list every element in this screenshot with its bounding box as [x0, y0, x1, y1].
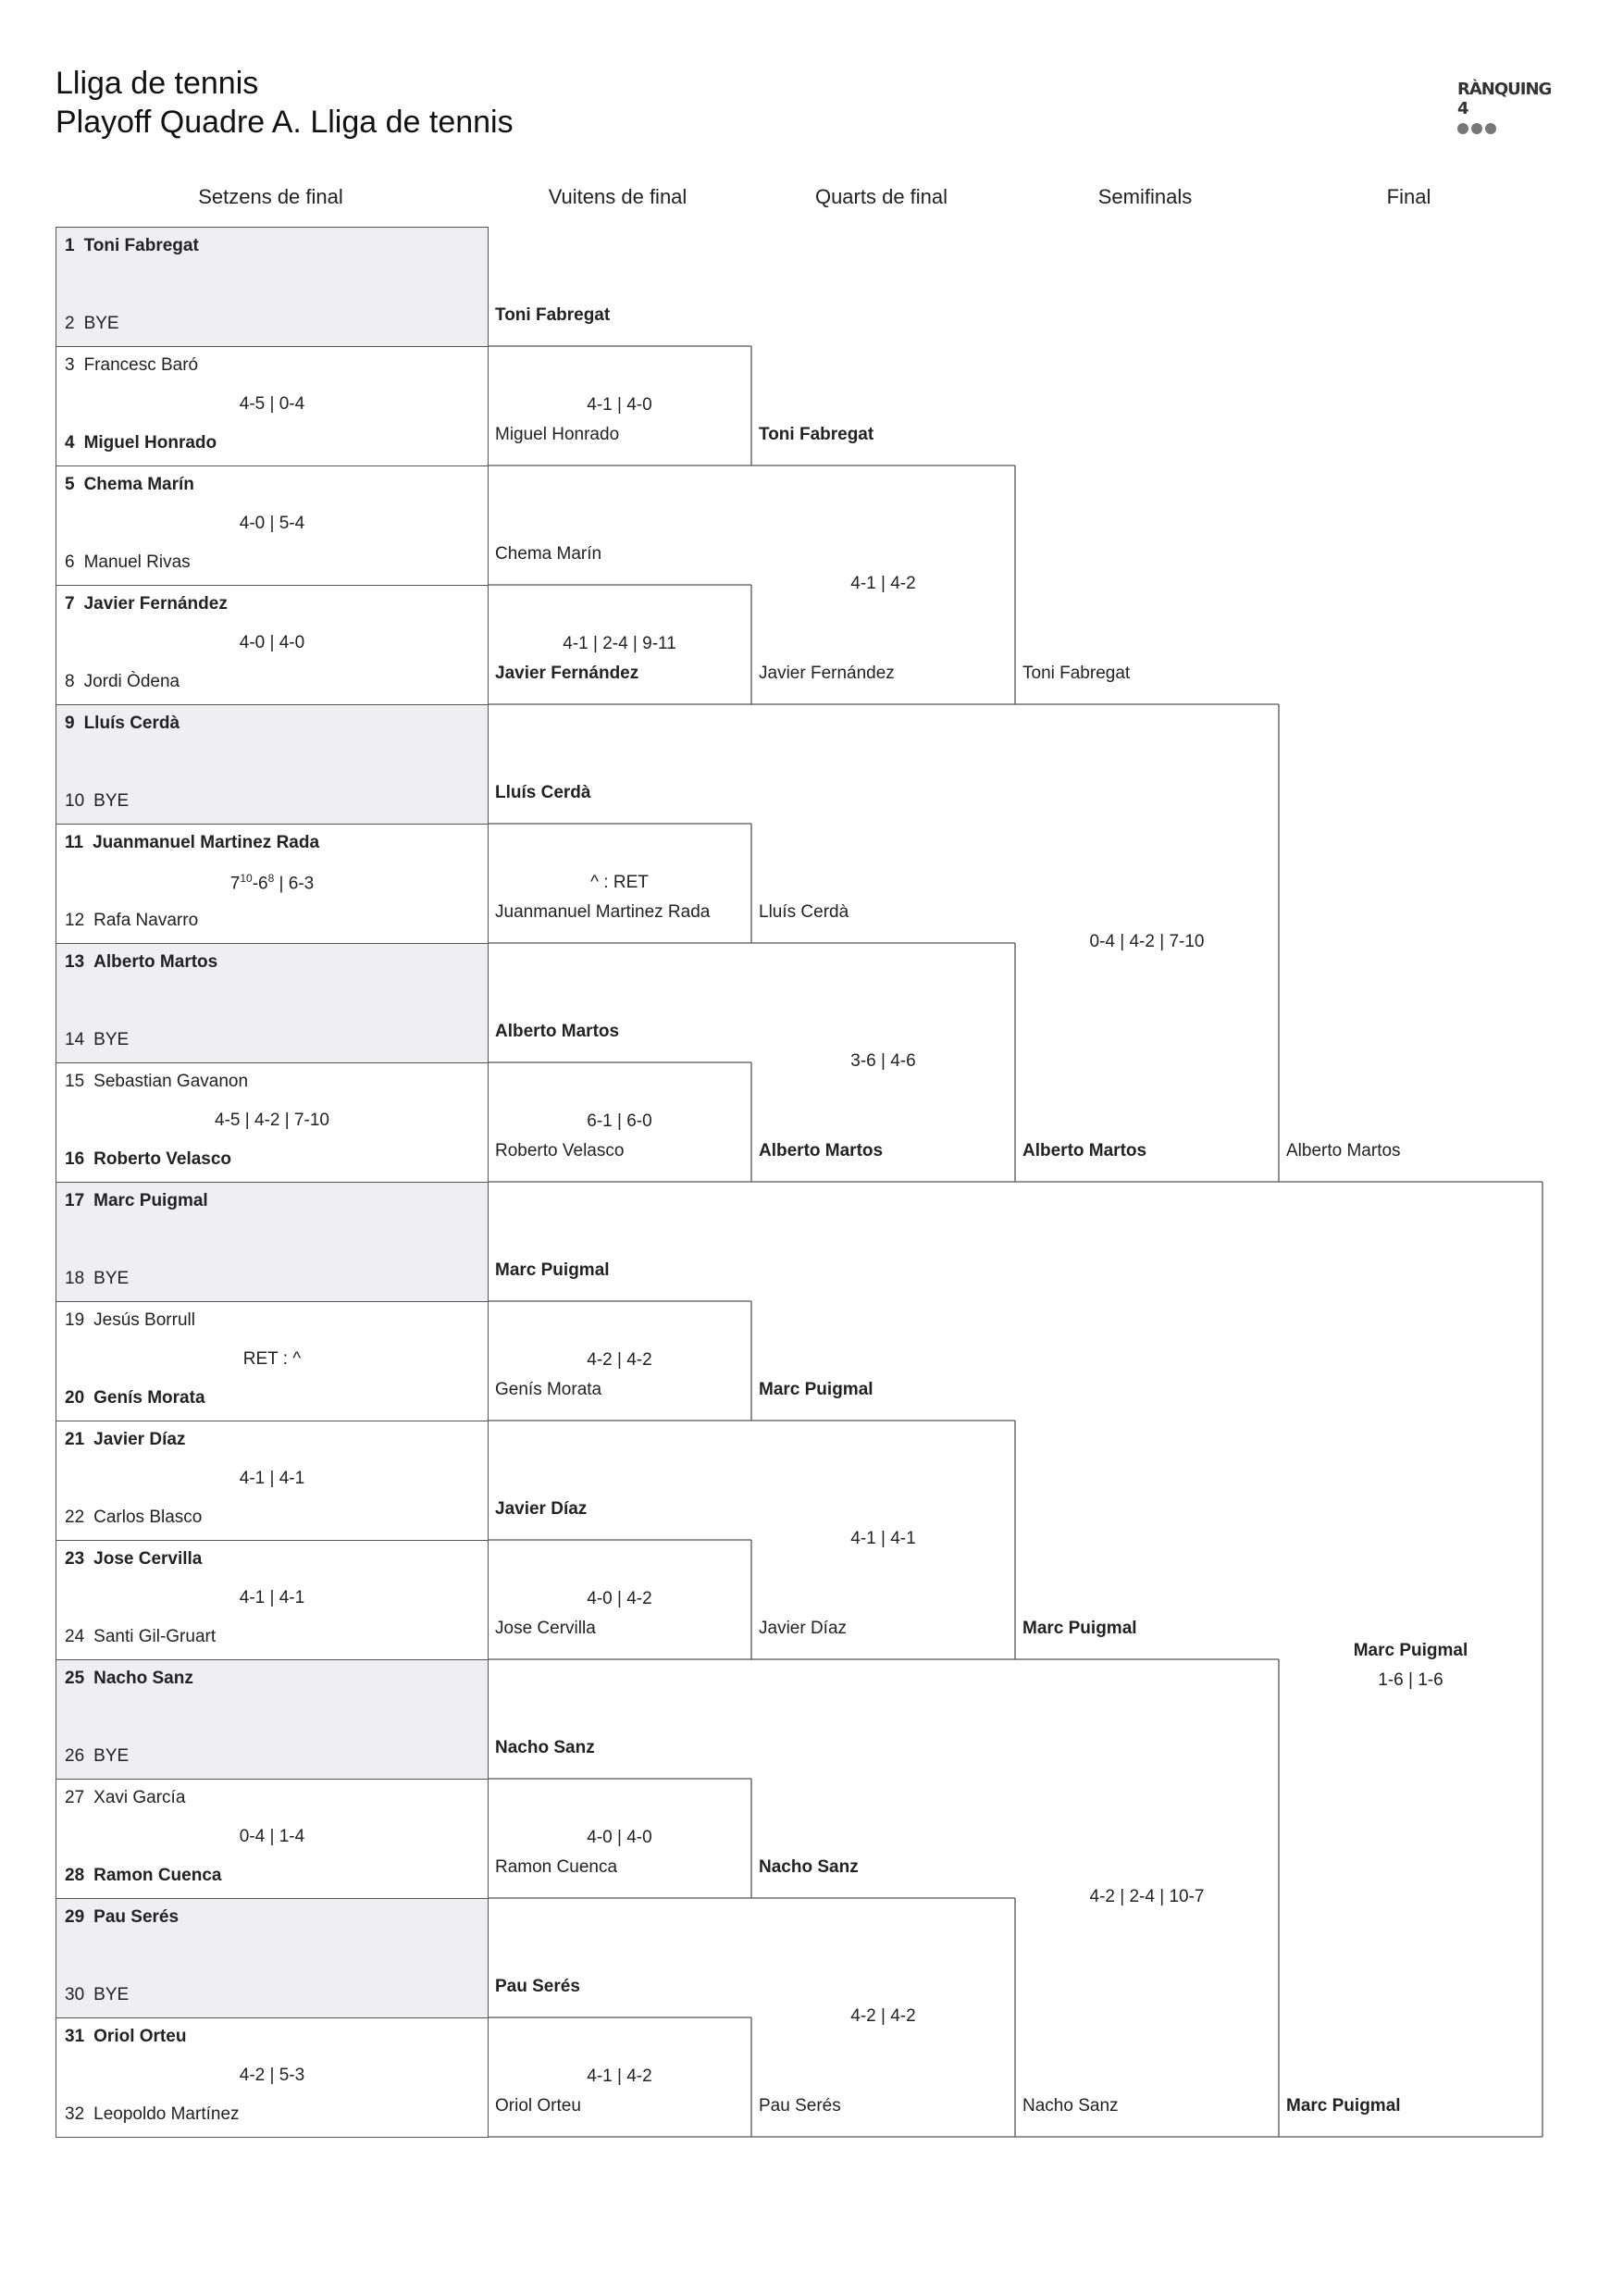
seed-number: 25	[65, 1669, 85, 1688]
player-name: BYE	[93, 1985, 130, 2004]
player-name: Lluís Cerdà	[83, 714, 180, 733]
player-name: Alberto Martos	[1022, 1141, 1147, 1160]
round-header-final: Final	[1386, 185, 1431, 208]
player-name: Pau Serés	[495, 1977, 580, 1996]
match-score: 4-2 | 4-2	[587, 1349, 652, 1370]
round-header-semis: Semifinals	[1097, 185, 1193, 208]
match-score: 4-1 | 4-2	[850, 574, 916, 593]
round-header-vuitens: Vuitens de final	[548, 185, 688, 208]
player-name: Genís Morata	[93, 1388, 205, 1408]
player-name: Roberto Velasco	[495, 1141, 625, 1160]
match-score: 6-1 | 6-0	[587, 1111, 652, 1131]
player-name: Alberto Martos	[495, 1022, 620, 1041]
match-score: 4-0 | 4-0	[587, 1827, 652, 1847]
match-score: 4-1 | 2-4 | 9-11	[563, 633, 676, 653]
player-name: Javier Díaz	[93, 1430, 186, 1449]
seed-number: 4	[65, 433, 75, 453]
seed-number: 29	[65, 1907, 85, 1927]
player-name: Juanmanuel Martinez Rada	[495, 902, 711, 922]
match-score: 4-1 | 4-1	[239, 1588, 305, 1607]
player-name: Marc Puigmal	[1022, 1619, 1137, 1638]
page-title: Lliga de tennis	[56, 66, 259, 101]
match-score: 3-6 | 4-6	[850, 1051, 916, 1071]
player-name: Lluís Cerdà	[495, 783, 591, 802]
player-name: BYE	[83, 314, 119, 333]
player-name: Alberto Martos	[759, 1141, 884, 1160]
player-name: Marc Puigmal	[495, 1260, 610, 1280]
player-name: Nacho Sanz	[93, 1669, 193, 1688]
player-name: Oriol Orteu	[495, 2096, 581, 2116]
player-name: Marc Puigmal	[759, 1380, 873, 1399]
logo-text: RÀNQUING 4	[1457, 80, 1552, 118]
seed-number: 13	[65, 952, 85, 972]
seed-number: 19	[65, 1310, 85, 1330]
player-name: Chema Marín	[495, 544, 602, 564]
tiebreak-score: 8	[267, 872, 275, 885]
player-name: Jose Cervilla	[93, 1549, 203, 1569]
player-name: Alberto Martos	[93, 952, 218, 972]
player-name: Jose Cervilla	[495, 1619, 596, 1638]
match-score: 4-1 | 4-1	[239, 1469, 305, 1488]
match-score: ^ : RET	[590, 872, 649, 892]
player-name: Marc Puigmal	[93, 1191, 208, 1210]
match-score: 4-5 | 4-2 | 7-10	[215, 1111, 329, 1130]
player-name: Santi Gil-Gruart	[93, 1627, 217, 1646]
player-name: Jesús Borrull	[93, 1310, 195, 1330]
seed-number: 27	[65, 1788, 85, 1807]
seed-number: 9	[65, 714, 75, 733]
seed-number: 17	[65, 1191, 85, 1210]
match-score: 4-1 | 4-1	[850, 1529, 916, 1548]
seed-number: 7	[65, 594, 75, 614]
player-name: Francesc Baró	[83, 355, 199, 375]
player-name: Toni Fabregat	[759, 425, 874, 444]
player-name: Miguel Honrado	[83, 433, 217, 453]
player-name: Jordi Òdena	[83, 672, 180, 691]
player-name: Xavi García	[93, 1788, 186, 1807]
player-name: Toni Fabregat	[83, 236, 199, 255]
seed-number: 15	[65, 1072, 85, 1091]
player-name: BYE	[93, 1269, 130, 1288]
seed-number: 8	[65, 672, 75, 691]
set-score: 7	[229, 874, 241, 894]
player-name: Javier Fernández	[495, 664, 639, 683]
player-name: Sebastian Gavanon	[93, 1072, 249, 1091]
player-name: Oriol Orteu	[93, 2027, 187, 2046]
match-score: RET : ^	[242, 1349, 302, 1369]
match-score: 4-0 | 5-4	[239, 514, 305, 533]
seed-number: 22	[65, 1508, 85, 1527]
player-name: Nacho Sanz	[759, 1857, 859, 1877]
player-name: Chema Marín	[83, 475, 194, 494]
seed-number: 18	[65, 1269, 85, 1288]
seed-number: 3	[65, 355, 75, 375]
player-name: Marc Puigmal	[1286, 2096, 1401, 2116]
champion-name: Marc Puigmal	[1353, 1641, 1468, 1660]
player-name: Pau Serés	[759, 2096, 841, 2116]
player-name: Javier Díaz	[495, 1499, 588, 1519]
player-name: Nacho Sanz	[495, 1738, 595, 1757]
match-score: 4-5 | 0-4	[239, 394, 305, 414]
seed-number: 14	[65, 1030, 85, 1049]
player-name: BYE	[93, 1030, 130, 1049]
match-score: 4-0 | 4-2	[587, 1588, 652, 1608]
player-name: Ramon Cuenca	[495, 1857, 618, 1877]
player-name: Miguel Honrado	[495, 425, 620, 444]
seed-number: 28	[65, 1866, 85, 1885]
player-name: Toni Fabregat	[495, 305, 611, 325]
seed-number: 6	[65, 552, 75, 572]
set-score: | 6-3	[274, 874, 315, 894]
match-score: 4-1 | 4-0	[587, 394, 652, 415]
match-score: 4-0 | 4-0	[239, 633, 305, 652]
player-name: Carlos Blasco	[93, 1508, 203, 1527]
seed-number: 2	[65, 314, 75, 333]
page-subtitle: Playoff Quadre A. Lliga de tennis	[56, 105, 514, 140]
player-name: Pau Serés	[93, 1907, 180, 1927]
tiebreak-score: 10	[240, 872, 253, 885]
player-name: Rafa Navarro	[93, 911, 199, 930]
match-score: 0-4 | 1-4	[239, 1827, 305, 1846]
round-header-quarts: Quarts de final	[814, 185, 948, 208]
seed-number: 5	[65, 475, 75, 494]
seed-number: 31	[65, 2027, 85, 2046]
player-name: Nacho Sanz	[1022, 2096, 1119, 2116]
round-header-setzens: Setzens de final	[198, 185, 343, 208]
player-name: Genís Morata	[495, 1380, 602, 1399]
seed-number: 30	[65, 1985, 85, 2004]
player-name: Manuel Rivas	[83, 552, 191, 572]
player-name: Lluís Cerdà	[759, 902, 849, 922]
match-score: 4-2 | 2-4 | 10-7	[1089, 1887, 1205, 1906]
player-name: Alberto Martos	[1286, 1141, 1401, 1160]
match-score: 4-2 | 5-3	[239, 2066, 305, 2085]
seed-number: 20	[65, 1388, 85, 1408]
seed-number: 32	[65, 2104, 85, 2124]
seed-number: 23	[65, 1549, 85, 1569]
player-name: BYE	[93, 791, 130, 811]
match-score: 1-6 | 1-6	[1378, 1670, 1443, 1690]
set-score: -6	[252, 874, 268, 894]
seed-number: 1	[65, 236, 75, 255]
seed-number: 10	[65, 791, 85, 811]
seed-number: 26	[65, 1746, 85, 1766]
seed-number: 24	[65, 1627, 85, 1646]
player-name: Juanmanuel Martinez Rada	[93, 833, 320, 852]
player-name: Javier Fernández	[83, 594, 228, 614]
seed-number: 12	[65, 911, 85, 930]
match-score: 0-4 | 4-2 | 7-10	[1089, 932, 1205, 951]
player-name: Javier Díaz	[759, 1619, 848, 1638]
match-score: 4-2 | 4-2	[850, 2006, 916, 2026]
seed-number: 11	[65, 833, 84, 852]
player-name: Javier Fernández	[759, 664, 895, 683]
player-name: Leopoldo Martínez	[93, 2104, 240, 2124]
player-name: BYE	[93, 1746, 130, 1766]
player-name: Ramon Cuenca	[93, 1866, 222, 1885]
match-score: 4-1 | 4-2	[587, 2066, 652, 2086]
seed-number: 16	[65, 1149, 85, 1169]
seed-number: 21	[65, 1430, 85, 1449]
player-name: Toni Fabregat	[1022, 664, 1131, 683]
player-name: Roberto Velasco	[93, 1149, 232, 1169]
